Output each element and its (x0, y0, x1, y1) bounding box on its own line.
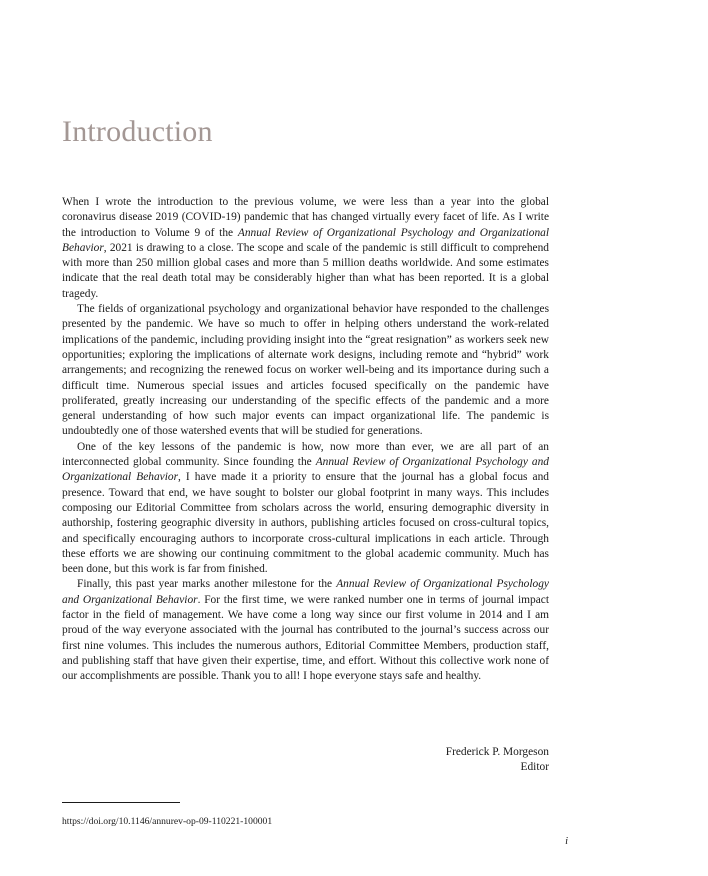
page-number: i (565, 836, 568, 847)
paragraph-text: The fields of organizational psychology and organizational behavior have responded to the challenges presented by the pandemic. We have so much to offer in helping others understand the work-related implications of the pandemic, including providing insight into the “great resignation” as workers seek new opportunities; exploring the implications of alternate work designs, including remote and “hybrid” work arrangements; and recognizing the renewed focus on worker well-being and its importance during such a difficult time. Numerous special issues and articles focused specifically on the pandemic have proliferated, greatly increasing our understanding of the specific effects of the pandemic and a more general understanding of how such major events can impact organizational life. The pandemic is undoubtedly one of those watershed events that will be studied for generations. (62, 303, 549, 438)
journal-title-italic: Annual Review of Organizational Psychology and Organizational Behavior (62, 456, 549, 484)
body-paragraph (62, 440, 549, 578)
paragraph-text: When I wrote the introduction to the previous volume, we were less than a year into the global coronavirus disease 2019 (COVID-19) pandemic that has changed virtually every facet of life. As I write the introduction to Volume 9 of the (62, 196, 549, 239)
signature-block (446, 745, 549, 776)
paragraph-text: . For the first time, we were ranked number one in terms of journal impact factor in the field of management. We have come a long way since our first volume in 2014 and I am proud of the way everyone associated with the journal has contributed to the journal’s success across our first nine volumes. This includes the numerous authors, Editorial Committee Members, production staff, and publishing staff that have given their expertise, time, and effort. Without this collective work none of our accomplishments are possible. Thank you to all! I hope everyone stays safe and healthy. (62, 593, 549, 683)
footnote-divider (62, 802, 180, 803)
paragraph-text: , I have made it a priority to ensure that the journal has a global focus and presence. Toward that end, we have sought to bolster our global footprint in many ways. This includes composing our Editorial Committee from scholars across the world, ensuring demographic diversity in authorship, fostering geographic diversity in authors, publishing articles focused on cross-cultural topics, and specifically encouraging authors to incorporate cross-cultural implications in each article. Through these efforts we are showing our continuing commitment to the global academic community. Much has been done, but this work is far from finished. (62, 471, 549, 576)
body-paragraph (62, 302, 549, 440)
page-title: Introduction (62, 115, 213, 148)
paragraph-text: , 2021 is drawing to a close. The scope and scale of the pandemic is still difficult to comprehend with more than 250 million global cases and more than 5 million deaths worldwide. And some estimates indicate that the real death total may be considerably higher than what has been reported. It is a global tragedy. (62, 241, 549, 300)
doi-link[interactable]: https://doi.org/10.1146/annurev-op-09-110221-100001 (62, 816, 273, 827)
body-paragraph (62, 195, 549, 302)
article-body (62, 195, 549, 685)
author-role: Editor (520, 761, 549, 774)
paragraph-text: One of the key lessons of the pandemic is how, now more than ever, we are all part of an interconnected global community. Since founding the (62, 440, 549, 469)
author-name: Frederick P. Morgeson (445, 746, 549, 758)
journal-title-italic: Annual Review of Organizational Psychology and Organizational Behavior (62, 578, 549, 606)
journal-title-italic: Annual Review of Organizational Psychology and Organizational Behavior (62, 226, 550, 254)
body-paragraph (62, 577, 549, 684)
paragraph-text: Finally, this past year marks another milestone for the (77, 578, 337, 591)
